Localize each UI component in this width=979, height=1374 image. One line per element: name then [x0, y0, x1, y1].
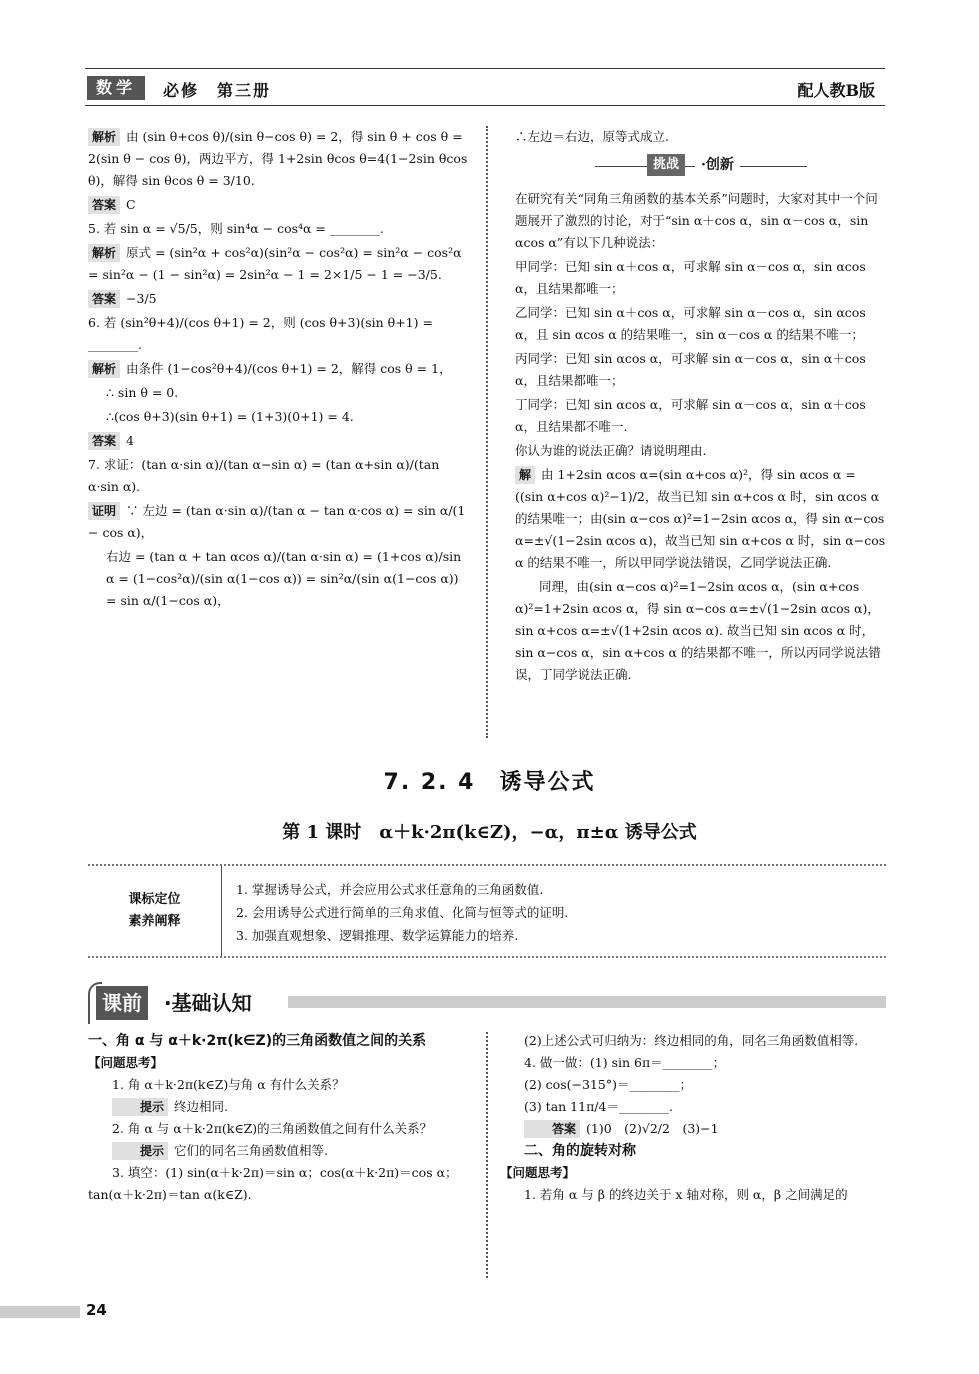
section-title: 7. 2. 4 诱导公式	[383, 770, 596, 795]
subsection-heading: 二、角的旋转对称	[524, 1143, 636, 1159]
left-item	[88, 382, 472, 404]
left-item	[88, 406, 472, 428]
exercise: 4. 做一做：(1) sin 6π＝________；	[524, 1055, 726, 1070]
challenge-paragraph: 在研究有关“同角三角函数的基本关系”问题时，大家对其中一个问题展开了激烈的讨论，对于“sin α＋cos α，sin α－cos α，sin αcos α”有以下几种说法：	[515, 191, 878, 250]
goals-label-line: 课标定位	[128, 892, 181, 907]
left-item	[88, 218, 472, 240]
goal-item: 3. 加强直观想象、逻辑推理、数学运算能力的培养.	[236, 928, 519, 943]
challenge-paragraph: 乙同学：已知 sin α＋cos α，可求解 sin α－cos α，sin αcos α，且 sin αcos α 的结果唯一，sin α－cos α 的结果不唯一；	[515, 305, 866, 342]
formula-summary: (2)上述公式可归纳为：终边相同的角，同名三角函数值相等.	[524, 1033, 859, 1048]
item-text: 7. 求证：(tan α·sin α)/(tan α−sin α) = (tan α+sin α)/(tan α·sin α).	[88, 457, 440, 494]
challenge-paragraph: 甲同学：已知 sin α＋cos α，可求解 sin α－cos α，sin αcos α，且结果都唯一；	[515, 259, 866, 296]
item-text: 由条件 (1−cos²θ+4)/(cos θ+1) = 2，解得 cos θ = 1，	[126, 361, 452, 376]
item-text: 由 (sin θ+cos θ)/(sin θ−cos θ) = 2，得 sin θ + cos θ = 2(sin θ − cos θ)，两边平方，得 1+2sin θcos θ=4(1−2sin θcos θ)，解得 sin θcos θ = 3/10.	[88, 129, 468, 188]
pre-class-banner	[88, 982, 886, 1024]
goal-item: 1. 掌握诱导公式，并会应用公式求任意角的三角函数值.	[236, 882, 544, 897]
goal-item: 2. 会用诱导公式进行简单的三角求值、化简与恒等式的证明.	[236, 905, 569, 920]
hint-text: 终边相同.	[174, 1099, 228, 1114]
edition-label: 配人教B版	[797, 81, 875, 100]
item-text: −3/5	[126, 291, 157, 306]
answer-row	[500, 1118, 886, 1140]
item-text: C	[126, 197, 136, 212]
goals-label-line: 素养阐释	[128, 914, 181, 929]
item-tag: 证明	[88, 502, 120, 520]
item-text: 原式 = (sin²α + cos²α)(sin²α − cos²α) = sin²α − cos²α = sin²α − (1 − sin²α) = 2sin²α − 1 = 2×1/5 − 1 = −3/5.	[88, 245, 462, 282]
item-tag: 答案	[88, 196, 120, 214]
banner-bar	[288, 996, 886, 1008]
subsection-heading: 一、角 α 与 α＋k·2π(k∈Z)的三角函数值之间的关系	[88, 1033, 427, 1049]
left-item	[88, 194, 472, 216]
page-number: 24	[86, 1301, 107, 1319]
challenge-banner	[515, 152, 887, 182]
challenge-label: 挑战	[647, 154, 685, 176]
left-item	[88, 500, 472, 544]
item-text: 6. 若 (sin²θ+4)/(cos θ+1) = 2，则 (cos θ+3)(sin θ+1) = ________.	[88, 315, 433, 352]
challenge-paragraph: 丙同学：已知 sin αcos α，可求解 sin α－cos α，sin α＋cos α，且结果都唯一；	[515, 351, 866, 388]
solution-part-1	[515, 464, 887, 574]
pre-class-badge: 课前	[96, 986, 148, 1020]
solution-part-2: 同理，由(sin α−cos α)²=1−2sin αcos α，(sin α+cos α)²=1+2sin αcos α，得 sin α−cos α=±√(1−2sin αcos α)，sin α+cos α=±√(1+2sin αcos α). 故当已知 sin αcos α 时，sin α−cos α，sin α+cos α 的结果都不唯一，所以丙同学说法错误，丁同学说法正确.	[515, 579, 881, 682]
book-title: 必修 第三册	[163, 81, 272, 100]
column-divider	[486, 126, 488, 738]
item-text: 4	[126, 433, 134, 448]
left-item	[88, 358, 472, 380]
item-tag: 解析	[88, 128, 120, 146]
pre-class-title: ·基础认知	[164, 991, 252, 1015]
left-item	[88, 454, 472, 498]
answer-tag: 答案	[524, 1120, 580, 1138]
question-heading: 【问题思考】	[500, 1165, 576, 1180]
exercise: (2) cos(−315°)＝________；	[524, 1077, 692, 1092]
left-item	[88, 242, 472, 286]
answer-text: (1)0 (2)√2/2 (3)−1	[586, 1121, 719, 1136]
item-text: 5. 若 sin α = √5/5，则 sin⁴α − cos⁴α = ________.	[88, 221, 384, 236]
question: 1. 角 α＋k·2π(k∈Z)与角 α 有什么关系？	[112, 1077, 345, 1092]
column-divider	[486, 1032, 488, 1278]
page-header	[85, 68, 885, 106]
question: 1. 若角 α 与 β 的终边关于 x 轴对称，则 α，β 之间满足的	[524, 1187, 848, 1202]
solution-text: 由 1+2sin αcos α=(sin α+cos α)²，得 sin αcos α = ((sin α+cos α)²−1)/2，故当已知 sin α+cos α 时，sin αcos α 的结果唯一；由(sin α−cos α)²=1−2sin αcos α，得 sin α−cos α=±√(1−2sin αcos α)，故当已知 sin α+cos α 时，sin α−cos α 的结果不唯一，所以甲同学说法错误，乙同学说法正确.	[515, 467, 886, 570]
challenge-paragraph: 丁同学：已知 sin αcos α，可求解 sin α－cos α，sin α＋cos α，且结果都不唯一.	[515, 397, 866, 434]
hint-tag: 提示	[112, 1098, 168, 1116]
hint-text: 它们的同名三角函数值相等.	[174, 1143, 328, 1158]
fill-in-question: 3. 填空：(1) sin(α＋k·2π)＝sin α；cos(α＋k·2π)＝cos α；tan(α＋k·2π)＝tan α(k∈Z).	[88, 1165, 458, 1202]
left-item	[88, 430, 472, 452]
right-column	[515, 126, 887, 688]
item-tag: 答案	[88, 432, 120, 450]
hint-row	[88, 1096, 472, 1118]
item-text: ∴ sin θ = 0.	[106, 385, 179, 400]
hint-tag: 提示	[112, 1142, 168, 1160]
item-text: ∴(cos θ+3)(sin θ+1) = (1+3)(0+1) = 4.	[106, 409, 354, 424]
question-heading: 【问题思考】	[88, 1055, 164, 1070]
bottom-left-column	[88, 1030, 472, 1206]
conclusion-line: ∴左边＝右边，原等式成立.	[515, 129, 669, 144]
question: 2. 角 α 与 α＋k·2π(k∈Z)的三角函数值之间有什么关系？	[112, 1121, 433, 1136]
left-item	[88, 288, 472, 310]
exercise: (3) tan 11π/4＝________.	[524, 1099, 673, 1114]
innovation-label: ·创新	[695, 154, 740, 176]
challenge-paragraph: 你认为谁的说法正确？请说明理由.	[515, 443, 707, 458]
item-text: ∵ 左边 = (tan α·sin α)/(tan α − tan α·cos α) = sin α/(1 − cos α)，	[88, 503, 466, 540]
hint-row	[88, 1140, 472, 1162]
item-tag: 解析	[88, 360, 120, 378]
lesson-title: 第 1 课时 α＋k·2π(k∈Z)，−α，π±α 诱导公式	[282, 822, 697, 843]
left-item	[88, 126, 472, 192]
goals-label	[88, 866, 222, 956]
goals-box	[88, 864, 886, 958]
item-text: 右边 = (tan α + tan αcos α)/(tan α·sin α) = (1+cos α)/sin α = (1−cos²α)/(sin α(1−cos α)) = sin²α/(sin α(1−cos α)) = sin α/(1−cos α)，	[106, 549, 462, 608]
footer-bar	[0, 1306, 80, 1318]
left-item	[88, 312, 472, 356]
subject-badge: 数学	[87, 76, 145, 100]
item-tag: 解析	[88, 244, 120, 262]
item-tag: 答案	[88, 290, 120, 308]
goals-list	[236, 878, 568, 947]
left-item	[88, 546, 472, 612]
left-column	[88, 126, 472, 614]
solution-tag: 解	[515, 466, 535, 484]
bottom-right-column	[500, 1030, 886, 1206]
